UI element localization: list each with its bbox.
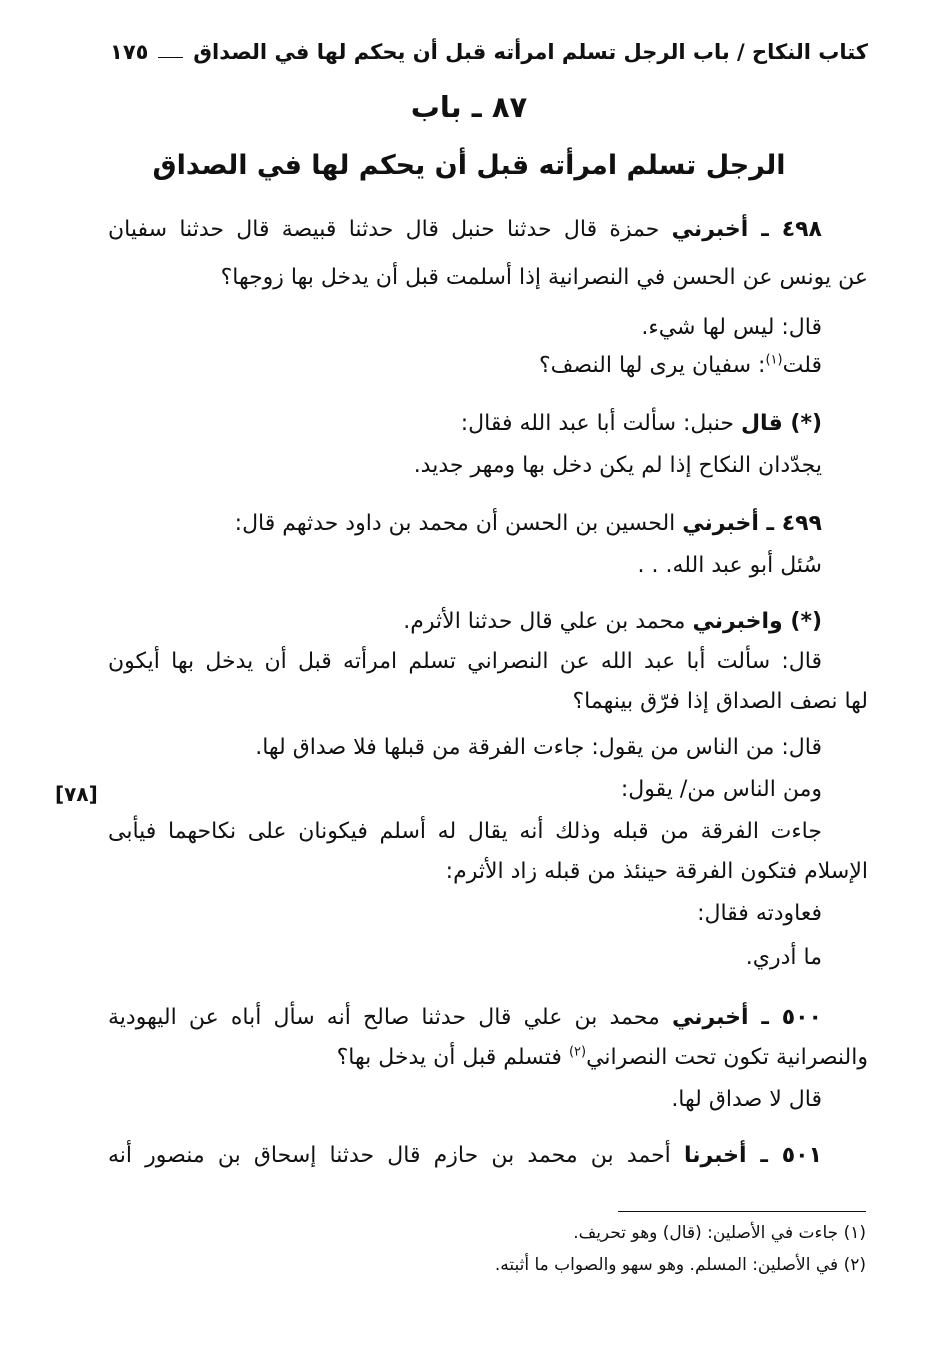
answer-line-1: قال: من الناس من يقول: جاءت الفرقة من قبلها فلا صداق لها. (255, 735, 822, 760)
hadith-500-line-3: قال لا صداق لها. (671, 1087, 822, 1112)
athram-question-line-1: قال: سألت أبا عبد الله عن النصراني تسلم امرأته قبل أن يدخل بها أيكون (108, 649, 822, 674)
running-header (110, 40, 868, 64)
hadith-498-line-1: ٤٩٨ ـ أخبرني حمزة قال حدثنا حنبل قال حدثنا قبيصة قال حدثنا سفيان (108, 217, 822, 242)
answer-line-5: فعاودته فقال: (697, 901, 822, 926)
question-line: قلت$^{(١)}$: سفيان يرى لها النصف؟ (538, 352, 822, 378)
running-header-title: كتاب النكاح / باب الرجل تسلم امرأته قبل أن يحكم لها في الصداق (193, 40, 868, 64)
page-number: ١٧٥ (110, 40, 149, 64)
footnote-ref-2: (٢) (568, 1044, 587, 1060)
hadith-499-line-2: سُئل أبو عبد الله. . . (637, 553, 822, 578)
answer-line-2: ومن الناس من/ يقول: (620, 777, 822, 802)
chapter-title: الرجل تسلم امرأته قبل أن يحكم لها في الصداق (152, 150, 786, 181)
answer-line-3: جاءت الفرقة من قبله وذلك أنه يقال له أسلم فيكونان على نكاحهما فيأبى (108, 819, 822, 844)
header-rule (158, 57, 183, 58)
hadith-500-line-2: والنصرانية تكون تحت النصراني$^{(٢)}$ فتسلم قبل أن يدخل بها؟ (336, 1044, 868, 1070)
footnote-rule (618, 1211, 866, 1212)
hanbal-line: (*) قال حنبل: سألت أبا عبد الله فقال: (460, 411, 822, 436)
hadith-499-line-1: ٤٩٩ ـ أخبرني الحسين بن الحسن أن محمد بن داود حدثهم قال: (234, 511, 822, 536)
footnote-1: (١) جاءت في الأصلين: (قال) وهو تحريف. (573, 1223, 866, 1243)
manuscript-folio-marker: [٧٨] (55, 782, 98, 806)
hanbal-answer-line: يجدّدان النكاح إذا لم يكن دخل بها ومهر جديد. (413, 453, 822, 478)
footnote-2: (٢) في الأصلين: المسلم. وهو سهو والصواب ما أثبته. (494, 1255, 866, 1275)
athram-line: (*) واخبرني محمد بن علي قال حدثنا الأثرم. (403, 609, 822, 634)
hadith-498-line-2: عن يونس عن الحسن في النصرانية إذا أسلمت قبل أن يدخل بها زوجها؟ (220, 265, 868, 290)
athram-question-line-2: لها نصف الصداق إذا فرّق بينهما؟ (572, 689, 868, 714)
answer-line-4: الإسلام فتكون الفرقة حينئذ من قبله زاد الأثرم: (445, 859, 868, 884)
answer-line-6: ما أدري. (745, 945, 822, 970)
hadith-500-line-1: ٥٠٠ ـ أخبرني محمد بن علي قال حدثنا صالح أنه سأل أباه عن اليهودية (108, 1005, 822, 1030)
footnote-ref-1: (١) (765, 352, 783, 368)
hadith-501-line-1: ٥٠١ ـ أخبرنا أحمد بن محمد بن حازم قال حدثنا إسحاق بن منصور أنه (108, 1143, 823, 1168)
reply-line: قال: ليس لها شيء. (641, 315, 822, 340)
chapter-number: ٨٧ ـ باب (410, 90, 528, 124)
